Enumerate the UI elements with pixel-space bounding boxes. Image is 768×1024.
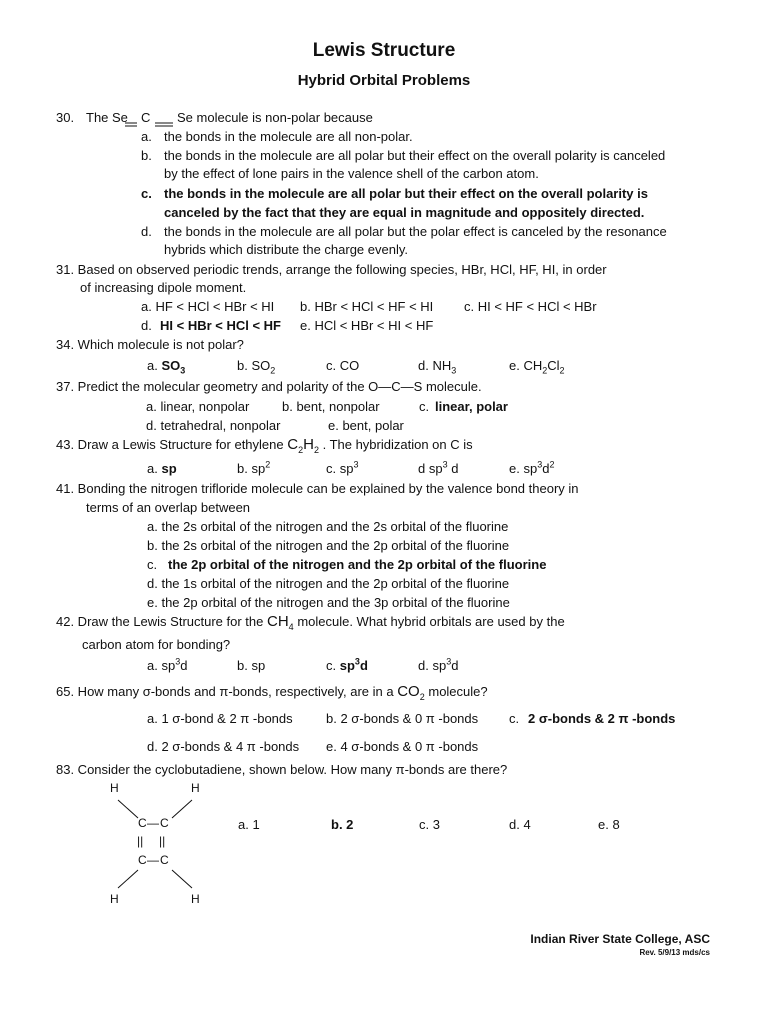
q42-line-1: 42. Draw the Lewis Structure for the $CH_4$ molecule. What hybrid orbitals are used by the [56,613,565,632]
q30-b-text-1: the bonds in the molecule are all polar but their effect on the overall polarity is canceled [164,148,666,163]
q42-option-d: d. $sp^3d$ [418,656,459,673]
single-bond: — [147,853,159,867]
q42-option-a: a. $sp^3d$ [147,656,188,673]
q41-option-c: the 2p orbital of the nitrogen and the 2p orbital of the fluorine [168,557,547,572]
q30-a-letter: a. [141,129,152,144]
q83-option-c: c. 3 [419,817,440,832]
q31-d-letter: d. [141,318,152,333]
q43-option-e: e. $sp^3d^2$ [509,459,555,476]
q34-option-a: a. $SO_3$ [147,358,186,376]
q30-stem-start: The Se [86,110,128,125]
q83-option-a: a. 1 [238,817,260,832]
c-atom: C [160,853,169,867]
q83-option-b: b. 2 [331,817,354,832]
q41-line-2: terms of an overlap between [86,500,251,515]
q43-line: 43. Draw a Lewis Structure for ethylene $C_2H_2$ . The hybridization on C is [56,436,473,455]
q30-a-text: the bonds in the molecule are all non-polar. [164,129,413,144]
page-title: Lewis Structure [312,40,456,61]
q34-option-d: d. $NH_3$ [418,358,457,376]
q41-c-letter: c. [147,557,158,572]
q42-line-2: carbon atom for bonding? [82,637,231,652]
q65-c-letter: c. [509,711,520,726]
q41-line-1: 41. Bonding the nitrogen trifloride molecule can be explained by the valence bond theory in [56,481,579,496]
q83-line: 83. Consider the cyclobutadiene, shown below. How many π-bonds are there? [56,762,508,777]
q65-option-b: b. 2 σ-bonds & 0 π -bonds [326,711,479,726]
q31-option-d: HI < HBr < HCl < HF [160,318,281,333]
q30-b-letter: b. [141,148,152,163]
q41-option-d: d. the 1s orbital of the nitrogen and the 2p orbital of the fluorine [147,576,510,591]
double-bond: || [137,834,144,848]
q34-option-e: e. $CH_2Cl_2$ [509,358,565,376]
q65-option-c: 2 σ-bonds & 2 π -bonds [528,711,676,726]
q42-option-c: c. $sp^3d$ [326,656,368,673]
q30-c-text-2: canceled by the fact that they are equal in magnitude and oppositely directed. [164,205,645,220]
q30-b-text-2: by the effect of lone pairs in the valence shell of the carbon atom. [164,166,539,181]
q34-option-c: c. CO [326,358,360,373]
q37-option-b: b. bent, nonpolar [282,399,380,414]
q30-stem-end: Se molecule is non-polar because [177,110,373,125]
h-atom: H [110,781,119,795]
q31-line-1: 31. Based on observed periodic trends, arrange the following species, HBr, HCl, HF, HI, in order [56,262,607,277]
q30-carbon: C [141,110,151,125]
q31-option-b: b. HBr < HCl < HF < HI [300,299,434,314]
q65-option-a: a. 1 σ-bond & 2 π -bonds [147,711,293,726]
q83-option-d: d. 4 [509,817,531,832]
q30-d-text-1: the bonds in the molecule are all polar but the polar effect is canceled by the resonance [164,224,667,239]
q65-option-e: e. 4 σ-bonds & 0 π -bonds [326,739,479,754]
cyclobutadiene-structure [90,778,230,908]
q42-option-b: b. sp [237,658,266,673]
c-atom: C [138,816,147,830]
h-atom: H [110,892,119,906]
h-atom: H [191,892,200,906]
q37-option-d: d. tetrahedral, nonpolar [146,418,281,433]
q37-line: 37. Predict the molecular geometry and polarity of the O—C—S molecule. [56,379,482,394]
q41-option-b: b. the 2s orbital of the nitrogen and the 2p orbital of the fluorine [147,538,510,553]
q65-option-d: d. 2 σ-bonds & 4 π -bonds [147,739,300,754]
q37-option-e: e. bent, polar [328,418,404,433]
c-atom: C [160,816,169,830]
q41-option-e: e. the 2p orbital of the nitrogen and the 3p orbital of the fluorine [147,595,510,610]
page-subtitle: Hybrid Orbital Problems [297,72,471,89]
q34-option-b: b. $SO_2$ [237,358,276,376]
q30-c-text-1: the bonds in the molecule are all polar but their effect on the overall polarity is [164,186,648,201]
footer-revision: Rev. 5/9/13 mds/cs [639,948,710,957]
q43-option-b: b. $sp^2$ [237,459,271,476]
q37-option-a: a. linear, nonpolar [146,399,250,414]
q34-line: 34. Which molecule is not polar? [56,337,244,352]
q83-option-e: e. 8 [598,817,620,832]
single-bond: — [147,816,159,830]
q31-option-c: c. HI < HF < HCl < HBr [464,299,597,314]
footer-institution: Indian River State College, ASC [530,932,710,946]
q43-option-c: c. $sp^3$ [326,459,359,476]
double-bond: || [159,834,166,848]
q37-option-c: linear, polar [435,399,508,414]
q31-line-2: of increasing dipole moment. [80,280,247,295]
q31-option-a: a. HF < HCl < HBr < HI [141,299,275,314]
q30-number: 30. [56,110,75,125]
q43-option-d: d $sp^3$ d [418,459,459,476]
q30-d-letter: d. [141,224,152,239]
h-atom: H [191,781,200,795]
q30-d-text-2: hybrids which distribute the charge evenly. [164,242,408,257]
q41-option-a: a. the 2s orbital of the nitrogen and the 2s orbital of the fluorine [147,519,509,534]
q37-c-letter: c. [419,399,430,414]
q43-option-a: a. sp [147,461,177,476]
q31-option-e: e. HCl < HBr < HI < HF [300,318,434,333]
c-atom: C [138,853,147,867]
q30-c-letter: c. [141,186,152,201]
q65-line: 65. How many σ-bonds and π-bonds, respectively, are in a $CO_2$ molecule? [56,683,488,702]
